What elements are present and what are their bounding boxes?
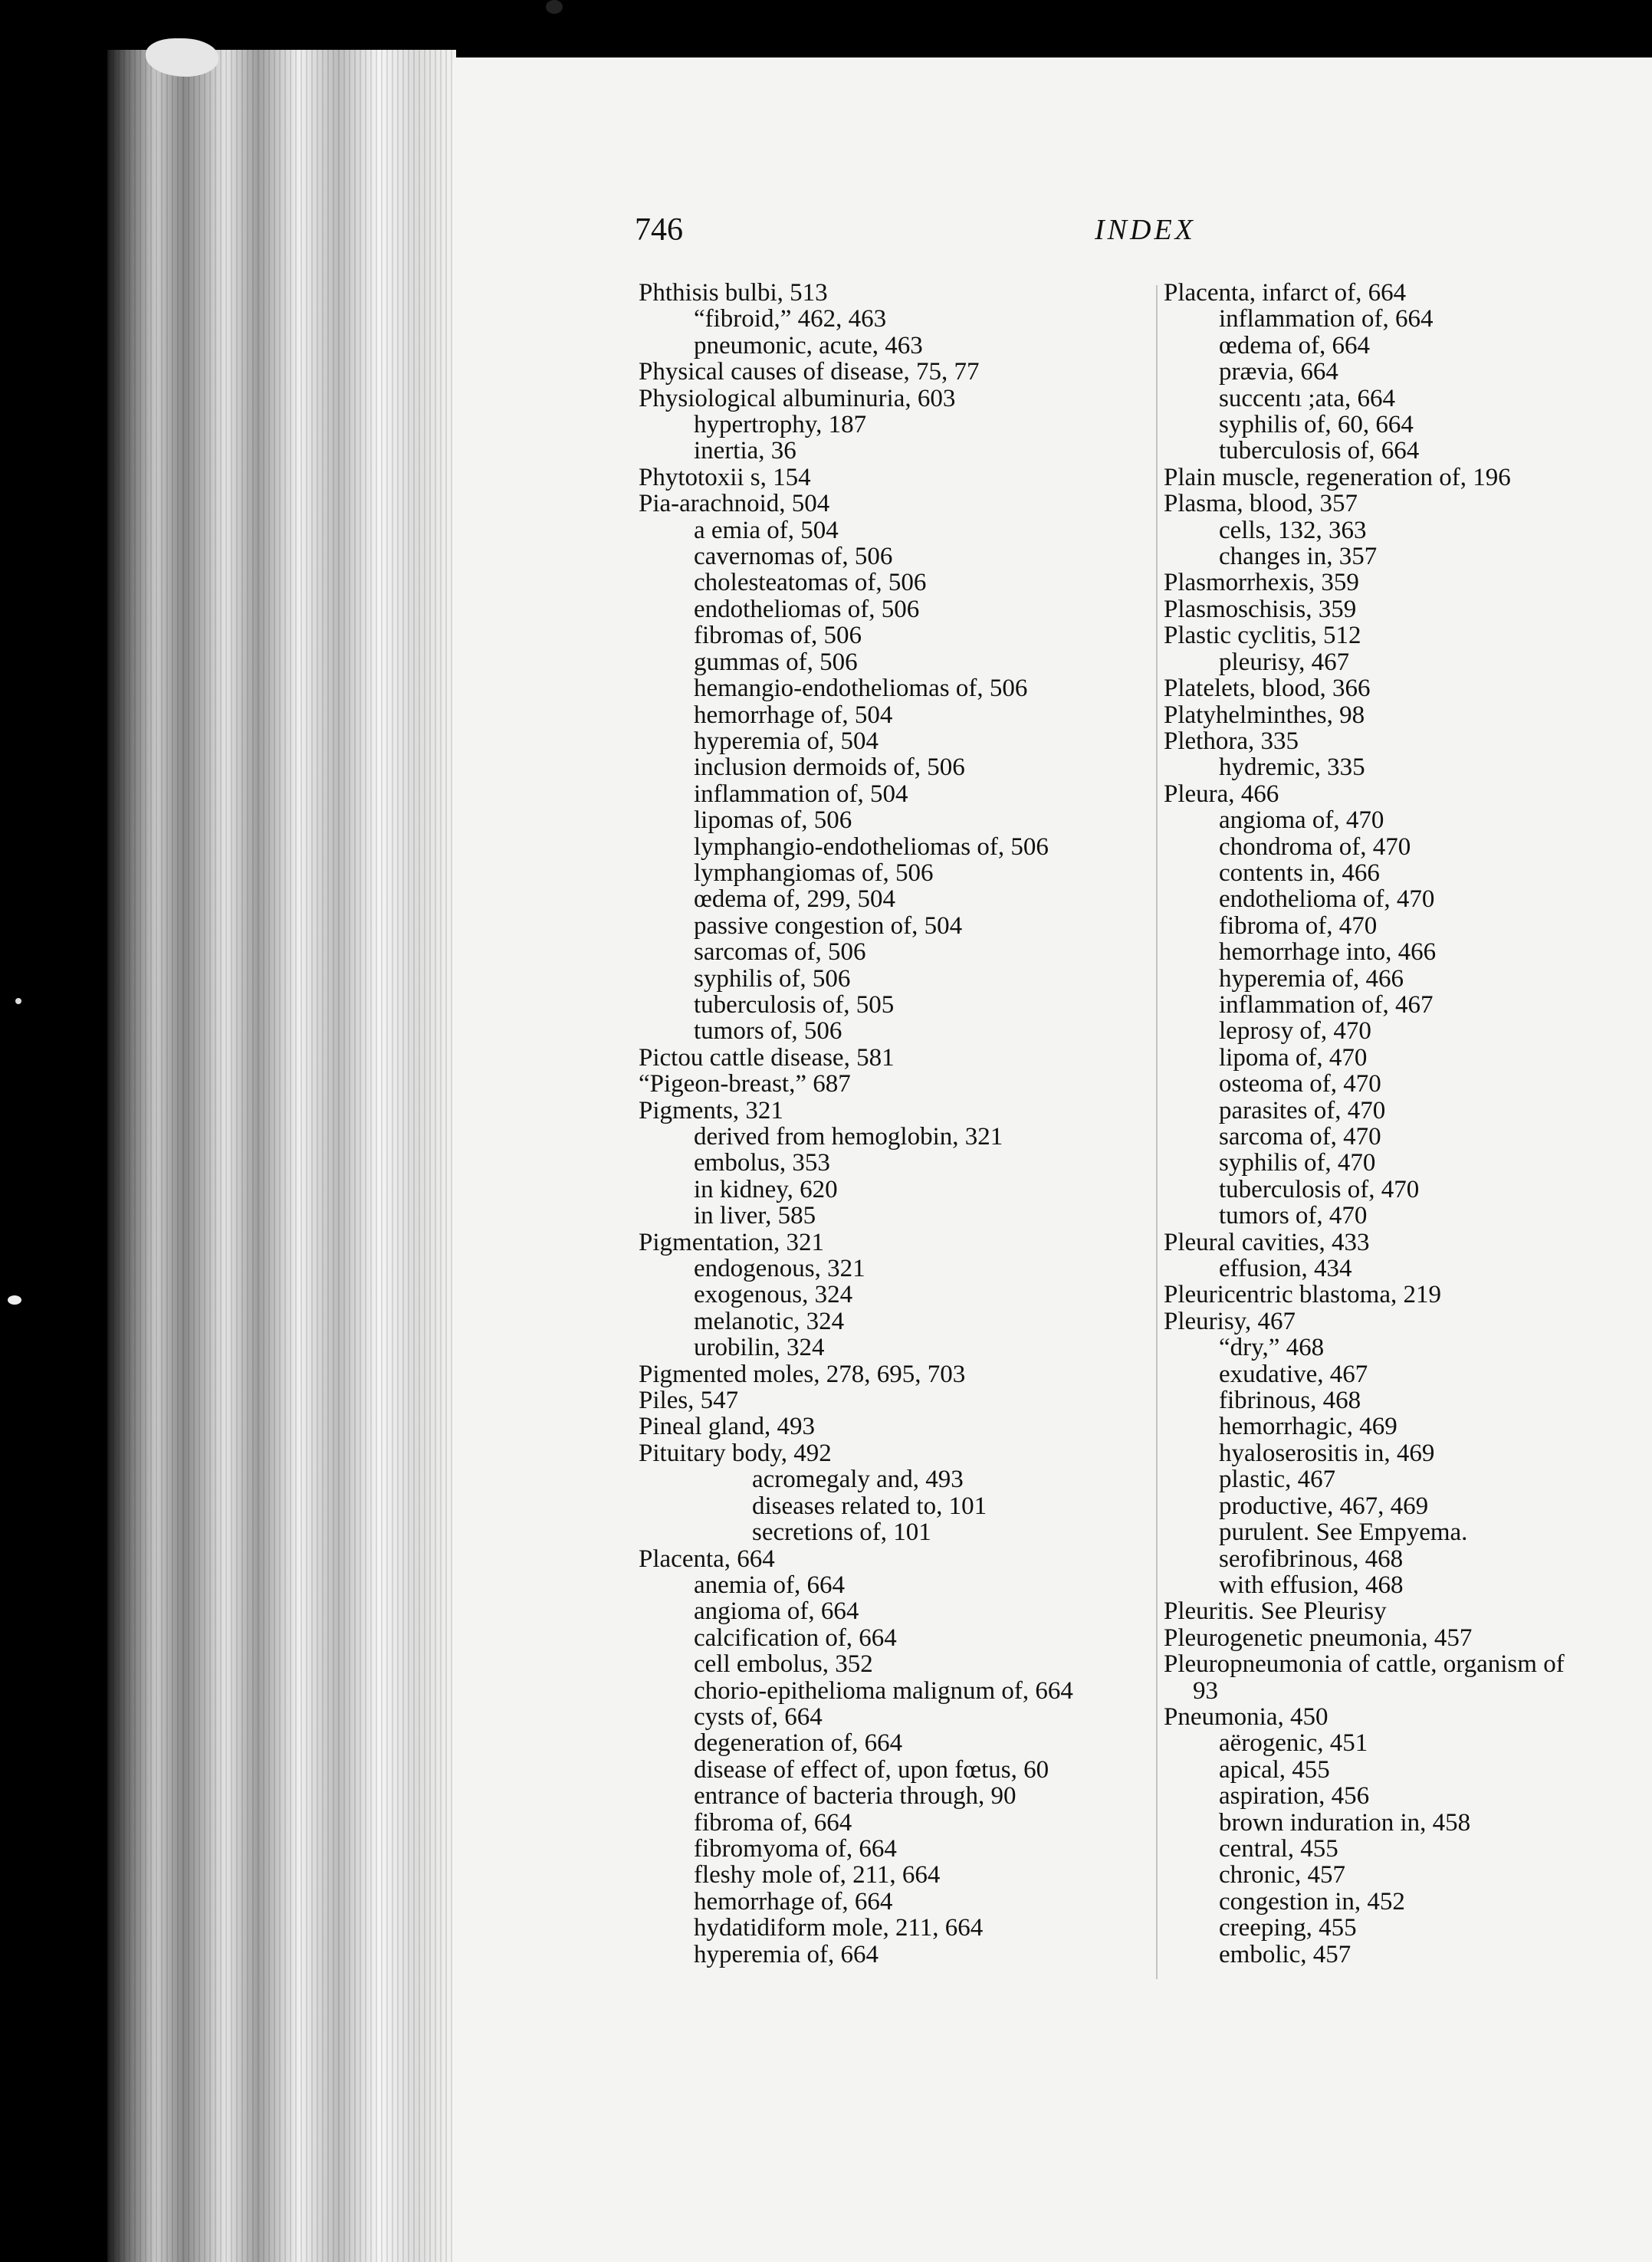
index-subentry: hyperemia of, 664 <box>694 1940 879 1968</box>
index-entry: Piles, 547 <box>639 1387 739 1415</box>
index-subentry: changes in, 357 <box>1219 543 1378 571</box>
index-subentry: prævia, 664 <box>1219 358 1338 386</box>
index-subentry: chondroma of, 470 <box>1219 832 1411 861</box>
dust-speck <box>8 1295 21 1305</box>
index-entry: Plasma, blood, 357 <box>1164 490 1358 518</box>
dust-speck <box>15 998 21 1004</box>
index-subentry: purulent. See Empyema. <box>1219 1518 1468 1547</box>
index-subentry: cavernomas of, 506 <box>694 543 893 571</box>
index-subentry: fibroma of, 664 <box>694 1808 852 1837</box>
index-subentry: cells, 132, 363 <box>1219 516 1367 544</box>
index-subentry: succentı ;ata, 664 <box>1219 384 1396 412</box>
index-subentry: in liver, 585 <box>694 1202 816 1230</box>
column-divider <box>1156 285 1158 1979</box>
index-subentry: “fibroid,” 462, 463 <box>694 305 887 333</box>
index-subentry: lipomas of, 506 <box>694 806 852 835</box>
index-subentry: degeneration of, 664 <box>694 1729 903 1758</box>
index-entry: Pneumonia, 450 <box>1164 1702 1328 1731</box>
index-entry: Pleuropneumonia of cattle, organism of <box>1164 1650 1565 1679</box>
index-subentry: œdema of, 664 <box>1219 331 1371 359</box>
dust-speck <box>546 0 563 14</box>
index-subentry: brown induration in, 458 <box>1219 1808 1471 1837</box>
index-subentry: cell embolus, 352 <box>694 1650 873 1679</box>
index-subentry: syphilis of, 506 <box>694 964 851 993</box>
index-subentry: hyperemia of, 466 <box>1219 964 1404 993</box>
index-entry: Phytotoxii s, 154 <box>639 463 811 491</box>
index-subentry: passive congestion of, 504 <box>694 911 963 940</box>
index-subentry: inflammation of, 664 <box>1219 305 1434 333</box>
index-entry: Pleurogenetic pneumonia, 457 <box>1164 1623 1473 1652</box>
index-subentry: disease of effect of, upon fœtus, 60 <box>694 1755 1049 1784</box>
index-subentry: inflammation of, 504 <box>694 780 908 808</box>
index-subentry: inflammation of, 467 <box>1219 990 1434 1019</box>
index-subentry: aspiration, 456 <box>1219 1782 1370 1811</box>
index-entry: Plain muscle, regeneration of, 196 <box>1164 463 1511 491</box>
index-subentry: central, 455 <box>1219 1834 1338 1863</box>
index-subentry: inclusion dermoids of, 506 <box>694 753 965 782</box>
index-subentry: entrance of bacteria through, 90 <box>694 1782 1016 1811</box>
index-entry: Platyhelminthes, 98 <box>1164 701 1365 729</box>
index-subentry: tuberculosis of, 470 <box>1219 1175 1420 1203</box>
index-entry: Pleuritis. See Pleurisy <box>1164 1597 1387 1626</box>
index-subentry: inertia, 36 <box>694 437 796 465</box>
index-subentry: fibromyoma of, 664 <box>694 1834 897 1863</box>
index-subentry: embolus, 353 <box>694 1149 830 1177</box>
index-subentry: cysts of, 664 <box>694 1702 823 1731</box>
index-entry: Placenta, 664 <box>639 1545 775 1573</box>
index-subentry: plastic, 467 <box>1219 1466 1336 1494</box>
index-subentry: exudative, 467 <box>1219 1360 1368 1388</box>
index-entry: Pleuricentric blastoma, 219 <box>1164 1281 1441 1309</box>
index-entry: Pigmented moles, 278, 695, 703 <box>639 1360 966 1388</box>
index-entry: Platelets, blood, 366 <box>1164 675 1371 703</box>
index-subentry: hyaloserositis in, 469 <box>1219 1439 1435 1467</box>
index-subentry: hydatidiform mole, 211, 664 <box>694 1914 984 1942</box>
index-subentry: tuberculosis of, 505 <box>694 990 895 1019</box>
index-subentry: pneumonic, acute, 463 <box>694 331 923 359</box>
index-subentry: syphilis of, 470 <box>1219 1149 1376 1177</box>
index-subentry: derived from hemoglobin, 321 <box>694 1123 1003 1151</box>
index-subentry: hydremic, 335 <box>1219 753 1365 782</box>
index-subentry: sarcoma of, 470 <box>1219 1123 1381 1151</box>
index-subentry: productive, 467, 469 <box>1219 1492 1429 1520</box>
index-subentry: hemorrhage into, 466 <box>1219 938 1437 967</box>
index-subentry: calcification of, 664 <box>694 1623 897 1652</box>
index-subentry: lymphangiomas of, 506 <box>694 859 934 887</box>
index-entry: Phthisis bulbi, 513 <box>639 279 828 307</box>
page-edge-shading <box>107 50 456 2262</box>
index-subentry: contents in, 466 <box>1219 859 1380 887</box>
index-subentry: a emia of, 504 <box>694 516 839 544</box>
index-subentry: hypertrophy, 187 <box>694 411 867 439</box>
index-entry: Plethora, 335 <box>1164 727 1299 755</box>
index-column-right <box>1164 280 1565 1968</box>
index-column-left <box>639 280 1073 1968</box>
index-subentry: acromegaly and, 493 <box>752 1466 964 1494</box>
index-subentry: melanotic, 324 <box>694 1307 845 1335</box>
index-subentry: tumors of, 470 <box>1219 1202 1368 1230</box>
index-subentry: gummas of, 506 <box>694 648 858 676</box>
index-subentry: congestion in, 452 <box>1219 1887 1405 1916</box>
index-subentry: apical, 455 <box>1219 1755 1330 1784</box>
page-title: INDEX <box>1095 214 1196 246</box>
index-subentry: exogenous, 324 <box>694 1281 853 1309</box>
index-entry: “Pigeon-breast,” 687 <box>639 1070 851 1098</box>
index-subentry: œdema of, 299, 504 <box>694 885 896 914</box>
index-subentry: parasites of, 470 <box>1219 1096 1386 1124</box>
index-entry: Physiological albuminuria, 603 <box>639 384 956 412</box>
index-subentry: 93 <box>1193 1676 1218 1705</box>
index-subentry: “dry,” 468 <box>1219 1334 1325 1362</box>
index-subentry: fleshy mole of, 211, 664 <box>694 1861 941 1889</box>
index-subentry: endogenous, 321 <box>694 1255 865 1283</box>
index-entry: Physical causes of disease, 75, 77 <box>639 358 980 386</box>
index-entry: Pituitary body, 492 <box>639 1439 832 1467</box>
index-subentry: chronic, 457 <box>1219 1861 1345 1889</box>
index-subentry: fibromas of, 506 <box>694 622 862 650</box>
index-subentry: tumors of, 506 <box>694 1017 842 1046</box>
index-subentry: embolic, 457 <box>1219 1940 1351 1968</box>
index-subentry: hemorrhage of, 664 <box>694 1887 893 1916</box>
index-entry: Pictou cattle disease, 581 <box>639 1043 895 1072</box>
index-subentry: hemorrhagic, 469 <box>1219 1413 1397 1441</box>
index-entry: Pia-arachnoid, 504 <box>639 490 830 518</box>
index-subentry: endothelioma of, 470 <box>1219 885 1435 914</box>
page-number: 746 <box>635 212 683 248</box>
index-subentry: in kidney, 620 <box>694 1175 838 1203</box>
index-entry: Pigments, 321 <box>639 1096 783 1124</box>
index-entry: Plasmorrhexis, 359 <box>1164 569 1359 597</box>
index-subentry: fibrinous, 468 <box>1219 1387 1361 1415</box>
index-subentry: osteoma of, 470 <box>1219 1070 1381 1098</box>
index-subentry: endotheliomas of, 506 <box>694 595 920 623</box>
index-subentry: cholesteatomas of, 506 <box>694 569 927 597</box>
index-subentry: angioma of, 470 <box>1219 806 1384 835</box>
index-subentry: sarcomas of, 506 <box>694 938 866 967</box>
index-entry: Pineal gland, 493 <box>639 1413 816 1441</box>
index-subentry: chorio-epithelioma malignum of, 664 <box>694 1676 1073 1705</box>
index-subentry: tuberculosis of, 664 <box>1219 437 1420 465</box>
index-subentry: hyperemia of, 504 <box>694 727 879 755</box>
index-entry: Pigmentation, 321 <box>639 1228 824 1256</box>
index-entry: Pleurisy, 467 <box>1164 1307 1296 1335</box>
index-subentry: effusion, 434 <box>1219 1255 1352 1283</box>
index-subentry: angioma of, 664 <box>694 1597 859 1626</box>
index-subentry: lipoma of, 470 <box>1219 1043 1368 1072</box>
index-subentry: secretions of, 101 <box>752 1518 931 1547</box>
index-subentry: creeping, 455 <box>1219 1914 1357 1942</box>
index-subentry: hemangio-endotheliomas of, 506 <box>694 675 1028 703</box>
index-entry: Plastic cyclitis, 512 <box>1164 622 1361 650</box>
index-entry: Pleural cavities, 433 <box>1164 1228 1370 1256</box>
index-subentry: hemorrhage of, 504 <box>694 701 893 729</box>
index-subentry: anemia of, 664 <box>694 1571 846 1599</box>
index-subentry: with effusion, 468 <box>1219 1571 1404 1599</box>
index-entry: Plasmoschisis, 359 <box>1164 595 1357 623</box>
index-subentry: pleurisy, 467 <box>1219 648 1350 676</box>
index-subentry: urobilin, 324 <box>694 1334 825 1362</box>
index-subentry: serofibrinous, 468 <box>1219 1545 1404 1573</box>
index-subentry: syphilis of, 60, 664 <box>1219 411 1414 439</box>
index-entry: Pleura, 466 <box>1164 780 1279 808</box>
index-subentry: leprosy of, 470 <box>1219 1017 1371 1046</box>
index-subentry: aërogenic, 451 <box>1219 1729 1368 1758</box>
index-subentry: lymphangio-endotheliomas of, 506 <box>694 832 1049 861</box>
index-subentry: fibroma of, 470 <box>1219 911 1378 940</box>
index-subentry: diseases related to, 101 <box>752 1492 987 1520</box>
index-entry: Placenta, infarct of, 664 <box>1164 279 1407 307</box>
